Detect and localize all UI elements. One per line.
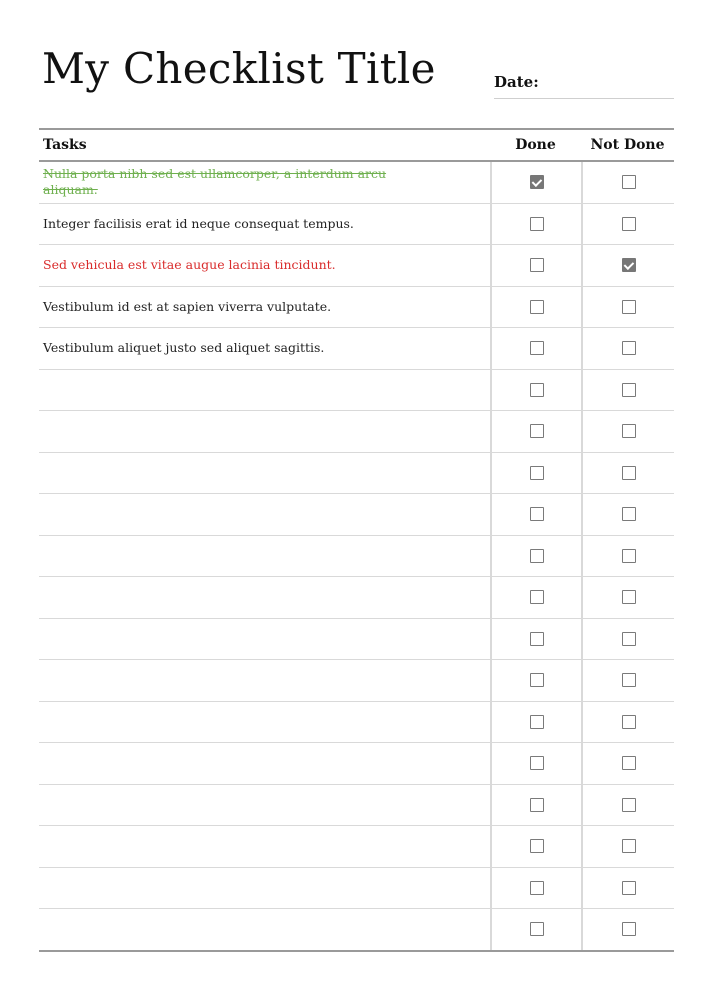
not-done-checkbox[interactable] [622,715,636,729]
done-checkbox[interactable] [530,839,544,853]
not-done-cell [581,577,674,618]
task-cell[interactable] [39,619,490,660]
not-done-checkbox[interactable] [622,922,636,936]
done-checkbox[interactable] [530,175,544,189]
not-done-cell [581,909,674,950]
table-row [39,743,674,785]
date-label: Date: [494,73,539,91]
not-done-checkbox[interactable] [622,175,636,189]
table-row [39,619,674,661]
done-cell [490,826,581,867]
table-row [39,826,674,868]
done-checkbox[interactable] [530,549,544,563]
not-done-cell [581,453,674,494]
task-cell[interactable] [39,328,490,369]
not-done-cell [581,245,674,286]
done-cell [490,494,581,535]
table-row [39,245,674,287]
task-cell[interactable] [39,494,490,535]
not-done-checkbox[interactable] [622,341,636,355]
not-done-cell [581,494,674,535]
done-cell [490,411,581,452]
done-cell [490,370,581,411]
done-cell [490,204,581,245]
done-checkbox[interactable] [530,590,544,604]
done-cell [490,868,581,909]
task-cell[interactable] [39,204,490,245]
not-done-checkbox[interactable] [622,756,636,770]
date-field[interactable] [494,72,674,99]
done-checkbox[interactable] [530,300,544,314]
table-body [39,162,674,950]
table-row [39,411,674,453]
table-row [39,702,674,744]
page-title: My Checklist Title [42,44,436,93]
not-done-checkbox[interactable] [622,507,636,521]
table-row [39,453,674,495]
task-cell[interactable] [39,536,490,577]
done-checkbox[interactable] [530,632,544,646]
done-checkbox[interactable] [530,217,544,231]
not-done-cell [581,743,674,784]
not-done-checkbox[interactable] [622,383,636,397]
done-cell [490,245,581,286]
done-cell [490,785,581,826]
not-done-checkbox[interactable] [622,466,636,480]
done-cell [490,162,581,203]
table-row [39,328,674,370]
not-done-checkbox[interactable] [622,881,636,895]
task-cell[interactable] [39,411,490,452]
table-row [39,494,674,536]
task-cell[interactable] [39,660,490,701]
task-cell[interactable] [39,287,490,328]
table-row [39,785,674,827]
done-cell [490,287,581,328]
table-row [39,909,674,950]
task-cell[interactable] [39,162,490,203]
column-header-not-done: Not Done [590,137,665,153]
table-row [39,660,674,702]
not-done-checkbox[interactable] [622,549,636,563]
table-row [39,370,674,412]
not-done-checkbox[interactable] [622,673,636,687]
task-cell[interactable] [39,826,490,867]
task-text: Sed vehicula est vitae augue lacinia tincidunt. [43,257,336,273]
not-done-checkbox[interactable] [622,590,636,604]
task-text: Nulla porta nibh sed est ullamcorper, a interdum arcu aliquam. [43,166,387,198]
checklist-table [39,128,674,952]
table-row [39,577,674,619]
not-done-checkbox[interactable] [622,300,636,314]
done-cell [490,577,581,618]
not-done-cell [581,204,674,245]
done-cell [490,660,581,701]
table-row [39,287,674,329]
task-cell[interactable] [39,370,490,411]
not-done-cell [581,785,674,826]
column-header-done: Done [515,137,556,153]
table-row [39,204,674,246]
not-done-cell [581,370,674,411]
not-done-checkbox[interactable] [622,839,636,853]
done-checkbox[interactable] [530,756,544,770]
done-cell [490,909,581,950]
not-done-cell [581,660,674,701]
done-checkbox[interactable] [530,507,544,521]
done-checkbox[interactable] [530,466,544,480]
task-cell[interactable] [39,577,490,618]
done-cell [490,702,581,743]
done-cell [490,328,581,369]
task-cell[interactable] [39,909,490,950]
not-done-cell [581,702,674,743]
not-done-cell [581,287,674,328]
table-row [39,536,674,578]
column-header-tasks: Tasks [43,137,87,153]
not-done-cell [581,826,674,867]
table-header-row [39,130,674,162]
not-done-cell [581,868,674,909]
done-checkbox[interactable] [530,341,544,355]
not-done-checkbox[interactable] [622,258,636,272]
done-checkbox[interactable] [530,715,544,729]
task-cell[interactable] [39,702,490,743]
done-checkbox[interactable] [530,881,544,895]
done-checkbox[interactable] [530,922,544,936]
done-checkbox[interactable] [530,673,544,687]
not-done-cell [581,162,674,203]
done-checkbox[interactable] [530,258,544,272]
task-cell[interactable] [39,743,490,784]
table-row [39,162,674,204]
not-done-checkbox[interactable] [622,424,636,438]
done-checkbox[interactable] [530,424,544,438]
table-row [39,868,674,910]
task-text: Integer facilisis erat id neque consequat tempus. [43,215,354,231]
task-cell[interactable] [39,868,490,909]
task-text: Vestibulum aliquet justo sed aliquet sagittis. [43,340,325,356]
done-cell [490,453,581,494]
not-done-cell [581,619,674,660]
done-checkbox[interactable] [530,798,544,812]
done-checkbox[interactable] [530,383,544,397]
not-done-checkbox[interactable] [622,798,636,812]
done-cell [490,536,581,577]
not-done-cell [581,328,674,369]
task-cell[interactable] [39,785,490,826]
task-cell[interactable] [39,453,490,494]
not-done-checkbox[interactable] [622,632,636,646]
done-cell [490,743,581,784]
done-cell [490,619,581,660]
not-done-cell [581,536,674,577]
not-done-checkbox[interactable] [622,217,636,231]
task-text: Vestibulum id est at sapien viverra vulputate. [43,298,332,314]
task-cell[interactable] [39,245,490,286]
not-done-cell [581,411,674,452]
